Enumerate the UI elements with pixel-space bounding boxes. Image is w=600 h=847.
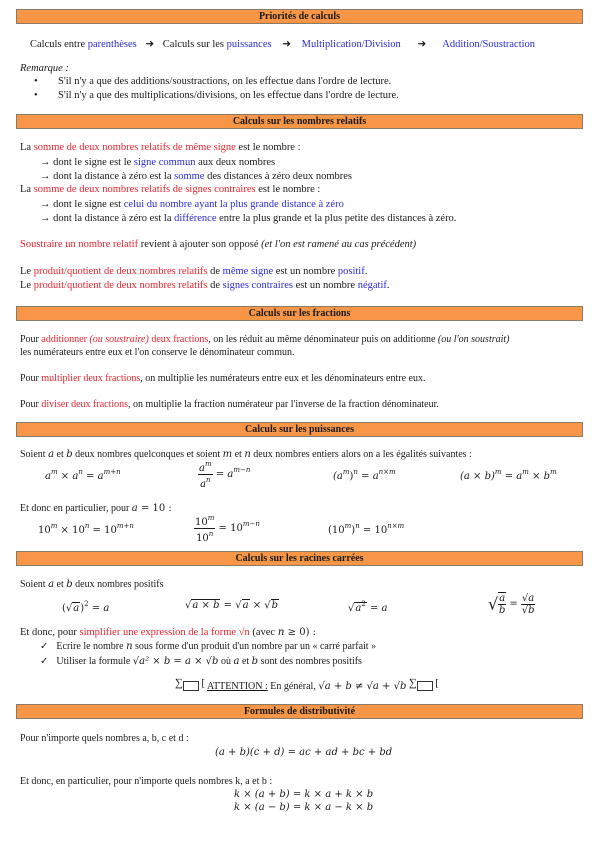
- equals: =: [89, 525, 105, 536]
- variable: b: [251, 656, 259, 667]
- highlight-red: simplifier une expression de la forme √n: [79, 627, 250, 638]
- exponent: m−n: [233, 466, 251, 474]
- scroll-icon: ∑ [: [175, 677, 205, 689]
- text: de: [207, 280, 223, 291]
- equals: =: [506, 598, 521, 610]
- text: sont des nombres positifs: [258, 656, 362, 667]
- priority-chain: [30, 38, 535, 50]
- text: , on multiplie la fraction numérateur par l'inverse de la fraction dénominateur.: [128, 399, 439, 410]
- text: Ecrire le nombre: [56, 641, 127, 652]
- highlight-blue: signes contraires: [222, 280, 293, 291]
- check-icon: ✓: [40, 656, 49, 667]
- diff-sign-rule: [20, 184, 320, 195]
- remark-item: • S'il n'y a que des additions/soustractions, on les effectue dans l'ordre de lecture.: [58, 76, 391, 87]
- result: = a: [366, 603, 388, 614]
- diff-sign-item: [40, 199, 344, 210]
- text: dont la distance à zéro est la: [53, 171, 175, 182]
- radicand: a × b: [192, 600, 220, 611]
- fraction-add-rule-line2: les numérateurs entre eux et l'on conserve le dénominateur commun.: [20, 347, 295, 358]
- numerator: a: [499, 593, 506, 604]
- exponent: n×m: [387, 522, 405, 530]
- text: de: [207, 266, 223, 277]
- text: entre la plus grande et la plus petite des distances à zéro.: [216, 213, 457, 224]
- exponent: m+n: [103, 468, 121, 476]
- variable: n: [126, 641, 133, 652]
- formula-root-of-quotient: [488, 592, 535, 616]
- numerator: √a: [521, 592, 535, 604]
- highlight-blue: positif: [337, 266, 365, 277]
- text: et: [54, 449, 67, 460]
- base: b: [543, 471, 551, 482]
- root-sign: √: [348, 603, 355, 614]
- text: Et donc en particulier, pour: [20, 503, 132, 514]
- base: (10: [328, 525, 345, 536]
- base: 10: [72, 525, 85, 536]
- denominator: b: [498, 605, 506, 616]
- text: (avec: [249, 627, 278, 638]
- base: (a: [333, 471, 343, 482]
- equals-root: = √: [220, 600, 242, 611]
- product-diff-rule: [20, 280, 389, 291]
- text: deux nombres positifs: [72, 579, 164, 590]
- formula: √a² × b = a × √b: [132, 656, 219, 667]
- same-sign-rule: [20, 142, 301, 153]
- exponent: m: [344, 522, 352, 530]
- attention-label: ATTENTION :: [206, 681, 268, 692]
- exponent: m+n: [116, 522, 134, 530]
- section-header-racines: Calculs sur les racines carrées: [16, 551, 583, 566]
- text: deux nombres quelconques et soient: [72, 449, 223, 460]
- base: a: [97, 471, 104, 482]
- italic-note: (et l'on est ramené au cas précédent): [261, 239, 417, 250]
- radicand: a: [73, 603, 80, 614]
- numerator: a: [199, 463, 205, 474]
- check-item: [40, 641, 376, 652]
- operator: ×: [57, 471, 73, 482]
- same-sign-item: [40, 157, 275, 168]
- variable: a: [233, 656, 240, 667]
- step-4-highlight: Addition/Soustraction: [442, 39, 536, 50]
- formula-power-of-product: [460, 468, 557, 482]
- distributivity-intro: Pour n'importe quels nombres a, b, c et d :: [20, 733, 189, 744]
- text: et: [54, 579, 67, 590]
- equals: =: [215, 523, 231, 534]
- variable: m: [222, 449, 233, 460]
- open-root: (√: [62, 603, 73, 614]
- fraction-div-rule: [20, 399, 439, 410]
- highlight-blue: somme: [174, 171, 205, 182]
- highlight-red: somme de deux nombres relatifs de même signe: [33, 142, 236, 153]
- exponent: n: [208, 530, 214, 538]
- text: , on multiplie les numérateurs entre eux et les dénominateurs entre eux.: [140, 373, 426, 384]
- formula-power-of-power: [333, 468, 396, 482]
- variable: a: [48, 449, 55, 460]
- scroll-icon: ∑ [: [408, 677, 439, 689]
- text: dont la distance à zéro est la: [53, 213, 175, 224]
- text: Pour: [20, 334, 42, 345]
- highlight-blue: négatif: [357, 280, 387, 291]
- text: revient à ajouter son opposé: [138, 239, 262, 250]
- text: où: [218, 656, 234, 667]
- fraction: [521, 593, 535, 616]
- text: dont le signe est le: [53, 157, 134, 168]
- arrow-icon: →: [40, 157, 51, 168]
- base: 10: [374, 525, 388, 536]
- exponent: m: [50, 522, 58, 530]
- section-header-fractions: Calculs sur les fractions: [16, 306, 583, 321]
- highlight-blue: différence: [174, 213, 217, 224]
- base: a: [227, 469, 234, 480]
- text: et: [239, 656, 252, 667]
- highlight-red: somme de deux nombres relatifs de signes contraires: [33, 184, 256, 195]
- denominator: 10: [196, 533, 209, 544]
- text: est le nombre :: [235, 142, 301, 153]
- variable: b: [66, 449, 73, 460]
- text: deux nombres entiers alors on a les égalités suivantes :: [250, 449, 472, 460]
- italic-note: (ou l'on soustrait): [437, 334, 510, 345]
- exponent: m: [50, 468, 58, 476]
- base: a: [372, 471, 379, 482]
- section-header-puissances: Calculs sur les puissances: [16, 422, 583, 437]
- exponent: 2: [84, 600, 89, 608]
- diff-sign-item: [40, 213, 456, 224]
- radicand: a: [242, 600, 249, 611]
- operator: ×: [528, 471, 544, 482]
- formula-product-powers-10: [38, 522, 134, 536]
- arrow-icon: →: [40, 171, 51, 182]
- text: ≥ 0) :: [284, 627, 317, 638]
- exponent: m−n: [242, 520, 260, 528]
- operator-root: × √: [249, 600, 271, 611]
- radicand: a: [355, 603, 362, 614]
- powers-particular: [20, 503, 172, 514]
- close-paren: ): [80, 603, 85, 614]
- formula-product-powers: [45, 468, 121, 482]
- variable: b: [66, 579, 73, 590]
- text: est un nombre: [273, 266, 338, 277]
- exponent: m: [204, 460, 212, 468]
- base: a: [516, 471, 523, 482]
- numerator: 10: [195, 517, 208, 528]
- denominator: a: [200, 479, 207, 490]
- arrow-icon: ➜: [145, 39, 155, 50]
- exponent: n: [84, 522, 90, 530]
- text: La: [20, 184, 34, 195]
- step-2-prefix: Calculs sur les: [162, 39, 227, 50]
- formula-quotient-powers-10: [194, 513, 260, 544]
- arrow-icon: →: [40, 199, 51, 210]
- exponent: m: [342, 468, 350, 476]
- formula-quotient-powers: [198, 459, 250, 490]
- text: Soient: [20, 449, 49, 460]
- text: = 10 :: [137, 503, 172, 514]
- text: est le nombre :: [255, 184, 321, 195]
- text: Soient: [20, 579, 49, 590]
- paren: ): [349, 471, 354, 482]
- variable: n: [244, 449, 251, 460]
- text: aux deux nombres: [195, 157, 276, 168]
- arrow-icon: →: [40, 213, 51, 224]
- root-sign: √: [185, 600, 192, 611]
- text: sous forme d'un produit d'un nombre par un « carré parfait »: [132, 641, 377, 652]
- double-distributivity-formula: (a + b)(c + d) = ac + ad + bc + bd: [215, 747, 393, 758]
- roots-intro: [20, 579, 163, 590]
- base: (a × b): [460, 471, 495, 482]
- text: Et donc, pour: [20, 627, 80, 638]
- highlight-red: diviser deux fractions: [41, 399, 129, 410]
- text: Le: [20, 266, 34, 277]
- text: , on les réduit au même dénominateur puis on additionne: [208, 334, 438, 345]
- highlight-red: produit/quotient de deux nombres relatifs: [33, 266, 208, 277]
- text: Le: [20, 280, 34, 291]
- highlight-red: deux fractions: [148, 334, 209, 345]
- distributivity-formula-minus: k × (a − b) = k × a − k × b: [234, 802, 374, 813]
- formula-root-of-product: [185, 600, 279, 611]
- highlight-red: produit/quotient de deux nombres relatifs: [33, 280, 208, 291]
- distributivity-intro-2: Et donc, en particulier, pour n'importe quels nombres k, a et b :: [20, 776, 273, 787]
- text: .: [364, 266, 368, 277]
- section-header-priorites: Priorités de calculs: [16, 9, 583, 24]
- step-2-highlight: puissances: [226, 39, 272, 50]
- product-same-rule: [20, 266, 367, 277]
- exponent: 2: [361, 600, 366, 608]
- variable: n: [277, 626, 285, 638]
- highlight-red-italic: (ou soustraire): [89, 334, 149, 345]
- exponent: n: [355, 522, 360, 530]
- text: Utiliser la formule: [56, 656, 133, 667]
- fraction: [194, 513, 215, 544]
- fraction: [498, 592, 506, 616]
- equals: =: [212, 469, 228, 480]
- equals: =: [357, 471, 373, 482]
- arrow-icon: ➜: [417, 39, 427, 50]
- fraction: [198, 459, 213, 490]
- text: La: [20, 142, 34, 153]
- distributivity-formula-plus: k × (a + b) = k × a + k × b: [234, 789, 374, 800]
- formula-root-of-square: [348, 600, 388, 614]
- fraction-add-rule: [20, 334, 510, 345]
- formula-square-of-root: [62, 600, 109, 614]
- step-3-highlight: Multiplication/Division: [301, 39, 401, 50]
- text: des distances à zéro deux nombres: [204, 171, 353, 182]
- variable: a: [48, 579, 55, 590]
- arrow-icon: ➜: [282, 39, 292, 50]
- base: 10: [230, 523, 243, 534]
- exponent: n×m: [378, 468, 396, 476]
- base: 10: [38, 525, 51, 536]
- remark-label: Remarque :: [20, 63, 69, 74]
- equals: =: [359, 525, 375, 536]
- attention-note: [175, 677, 439, 692]
- remark-item: • S'il n'y a que des multiplications/divisions, on les effectue dans l'ordre de lecture.: [58, 90, 399, 101]
- radicand: b: [271, 600, 279, 611]
- text: En général,: [267, 681, 319, 692]
- result: = a: [88, 603, 110, 614]
- base: 10: [104, 525, 117, 536]
- equals: =: [82, 471, 98, 482]
- text: est un nombre: [292, 280, 358, 291]
- subtract-rule: [20, 239, 416, 250]
- exponent: m: [207, 514, 215, 522]
- formula-power-of-power-10: [328, 522, 404, 536]
- exponent: n: [78, 468, 83, 476]
- text: dont le signe est: [53, 199, 124, 210]
- base: a: [45, 471, 51, 482]
- formula: √a + b ≠ √a + √b: [318, 681, 407, 692]
- simplify-rule: [20, 626, 316, 638]
- denominator: √b: [521, 604, 535, 616]
- step-1-prefix: Calculs entre: [30, 39, 88, 50]
- same-sign-item: [40, 171, 352, 182]
- check-icon: ✓: [40, 641, 49, 652]
- step-1-highlight: parenthèses: [87, 39, 137, 50]
- base: a: [72, 471, 79, 482]
- highlight-red: additionner: [41, 334, 90, 345]
- exponent: n: [206, 476, 211, 484]
- root-sign: √: [488, 594, 499, 614]
- highlight-red: multiplier deux fractions: [41, 373, 141, 384]
- highlight-blue: signe commun: [133, 157, 196, 168]
- highlight-red: Soustraire un nombre relatif: [20, 239, 139, 250]
- text: et: [232, 449, 245, 460]
- highlight-blue: celui du nombre ayant la plus grande distance à zéro: [123, 199, 344, 210]
- highlight-blue: même signe: [222, 266, 274, 277]
- exponent: m: [522, 468, 529, 476]
- paren: ): [351, 525, 356, 536]
- check-item: [40, 656, 362, 667]
- text: Pour: [20, 373, 42, 384]
- variable: a: [131, 503, 138, 514]
- text: .: [386, 280, 390, 291]
- section-header-relatifs: Calculs sur les nombres relatifs: [16, 114, 583, 129]
- operator: ×: [57, 525, 73, 536]
- section-header-distributivite: Formules de distributivité: [16, 704, 583, 719]
- exponent: n: [353, 468, 358, 476]
- equals: =: [501, 471, 517, 482]
- exponent: m: [494, 468, 502, 476]
- fraction-mult-rule: [20, 373, 425, 384]
- text: Pour: [20, 399, 42, 410]
- exponent: m: [550, 468, 557, 476]
